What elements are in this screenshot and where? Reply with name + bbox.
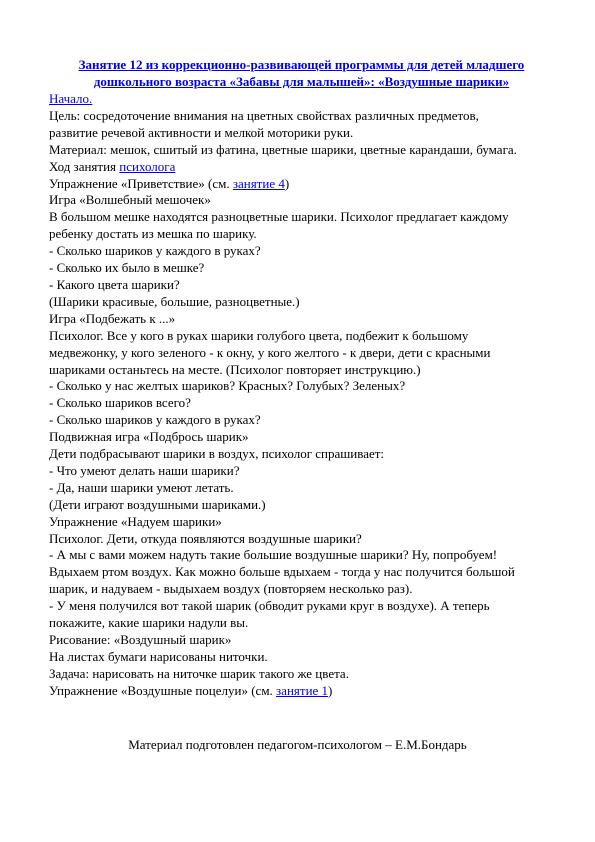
exercise-kisses-prefix: Упражнение «Воздушные поцелуи» (см. [49, 682, 277, 698]
inflate-text2-line-1: - У меня получился вот такой шарик (обводит руками круг в воздухе). А теперь [49, 598, 490, 614]
bag-text-line-2: ребенку достать из мешка по шарику. [49, 226, 257, 242]
exercise-greeting-prefix: Упражнение «Приветствие» (см. [49, 175, 233, 191]
drawing-text: На листах бумаги нарисованы ниточки. [49, 648, 268, 664]
inflate-text2-line-2: покажите, какие шарики надули вы. [49, 615, 249, 631]
question-5: - Сколько шариков всего? [49, 395, 191, 411]
course-line [49, 159, 554, 176]
exercise-greeting-line [49, 176, 554, 193]
document-title-link[interactable] [49, 56, 554, 90]
goal-line-2: развитие речевой активности и мелкой моторики руки. [49, 124, 354, 140]
run-text-line-3: шариками останьтесь на месте. (Психолог повторяет инструкцию.) [49, 361, 421, 377]
exercise-greeting-suffix: ) [284, 175, 290, 191]
question-7: - Что умеют делать наши шарики? [49, 462, 240, 478]
title-line-2[interactable]: дошкольного возраста «Забавы для малышей»: «Воздушные шарики» [93, 74, 510, 89]
question-3: - Какого цвета шарики? [49, 276, 180, 292]
material-text: Материал: мешок, сшитый из фатина, цветные шарики, цветные карандаши, бумага. [49, 141, 517, 157]
question-6: - Сколько шариков у каждого в руках? [49, 412, 261, 428]
run-text-line-2: медвежонку, у кого зеленого - к окну, у кого желтого - к двери, дети с красными [49, 344, 491, 360]
answer-8: (Дети играют воздушными шариками.) [49, 496, 266, 512]
inflate-question: Психолог. Дети, откуда появляются воздушные шарики? [49, 530, 362, 546]
goal-line-1: Цель: сосредоточение внимания на цветных свойствах различных предметов, [49, 107, 479, 123]
toss-text: Дети подбрасывают шарики в воздух, психолог спрашивает: [49, 446, 385, 462]
bag-text-line-1: В большом мешке находятся разноцветные шарики. Психолог предлагает каждому [49, 209, 509, 225]
game-bag-heading: Игра «Волшебный мешочек» [49, 192, 211, 208]
exercise-kisses-line [49, 683, 554, 700]
lesson-1-link[interactable]: занятие 1 [276, 682, 329, 698]
start-link[interactable]: Начало. [49, 91, 93, 106]
lesson-4-link[interactable]: занятие 4 [232, 175, 285, 191]
task-text: Задача: нарисовать на ниточке шарик такого же цвета. [49, 665, 349, 681]
inflate-text-line-1: - А мы с вами можем надуть такие большие воздушные шарики? Ну, попробуем! [49, 547, 498, 563]
run-text-line-1: Психолог. Все у кого в руках шарики голубого цвета, подбежит к большому [49, 327, 469, 343]
psychologist-link[interactable]: психолога [119, 158, 176, 174]
inflate-text-line-3: шарик, и надуваем - выдыхаем воздух (повторяем несколько раз). [49, 581, 413, 597]
game-toss-heading: Подвижная игра «Подбрось шарик» [49, 429, 249, 445]
question-1: - Сколько шариков у каждого в руках? [49, 243, 261, 259]
answer-1: (Шарики красивые, большие, разноцветные.) [49, 293, 300, 309]
author-footer: Материал подготовлен педагогом-психологом – Е.М.Бондарь [128, 737, 467, 752]
question-4: - Сколько у нас желтых шариков? Красных? Голубых? Зеленых? [49, 378, 406, 394]
inflate-text-line-2: Вдыхаем ртом воздух. Как можно больше вдыхаем - тогда у нас получится большой [49, 564, 515, 580]
document-body [49, 56, 554, 700]
title-line-1[interactable]: Занятие 12 из коррекционно-развивающей программы для детей младшего [78, 57, 525, 72]
game-run-heading: Игра «Подбежать к ...» [49, 310, 176, 326]
exercise-kisses-suffix: ) [328, 682, 333, 698]
drawing-heading: Рисование: «Воздушный шарик» [49, 632, 232, 647]
exercise-inflate-heading: Упражнение «Надуем шарики» [49, 513, 222, 529]
question-2: - Сколько их было в мешке? [49, 260, 205, 276]
answer-7: - Да, наши шарики умеют летать. [49, 479, 234, 495]
course-prefix: Ход занятия [49, 158, 120, 174]
